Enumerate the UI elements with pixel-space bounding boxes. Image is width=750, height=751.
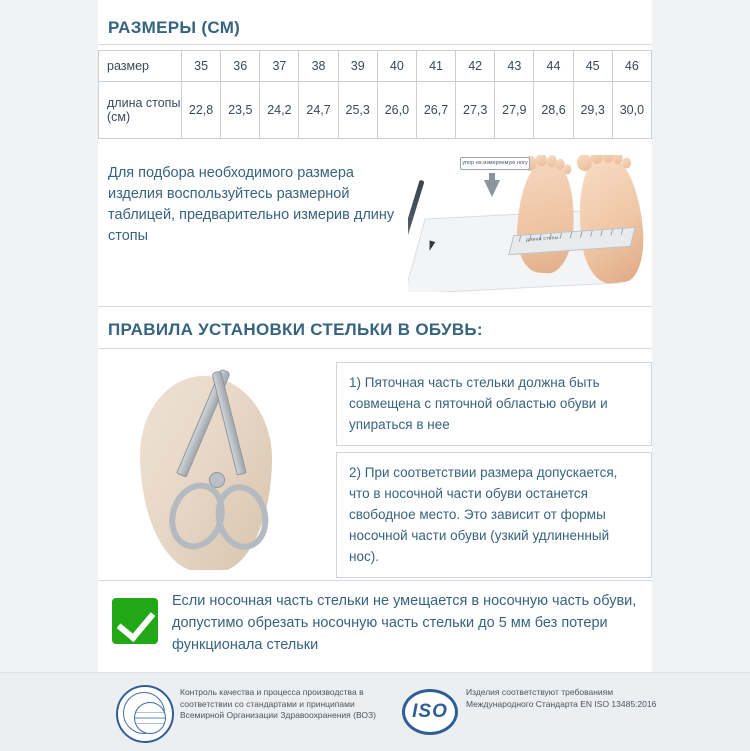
row-label-foot-length: длина стопы (см): [99, 82, 182, 139]
table-cell-length: 24,2: [260, 82, 299, 139]
ruler-label: длина стопы: [525, 234, 559, 244]
trim-note-block: [98, 588, 652, 666]
check-mark-glyph: [117, 602, 156, 642]
table-cell-length: 26,0: [377, 82, 416, 139]
sizes-table-wrapper: [98, 50, 652, 139]
right-gray-rail: [652, 0, 750, 750]
table-cell-size: 39: [338, 51, 377, 82]
who-logo-icon: [116, 685, 174, 743]
table-cell-size: 43: [495, 51, 534, 82]
left-gray-rail: [0, 0, 98, 750]
table-cell-length: 27,9: [495, 82, 534, 139]
table-cell-size: 40: [377, 51, 416, 82]
footer-who-text: Контроль качества и процесса производства в соответствии со стандартами и принципами Всемирной Организации Здравоохранения (ВОЗ): [180, 687, 376, 720]
table-cell-length: 23,5: [221, 82, 260, 139]
insole-scissors-illustration: [112, 360, 332, 570]
rules-section-title: ПРАВИЛА УСТАНОВКИ СТЕЛЬКИ В ОБУВЬ:: [108, 320, 483, 339]
footer-iso-text: Изделия соответствуют требованиям Международного Стандарта EN ISO 13485:2016: [466, 687, 657, 709]
table-cell-size: 37: [260, 51, 299, 82]
foot-measuring-illustration: [408, 155, 652, 292]
table-cell-size: 45: [573, 51, 612, 82]
measuring-instructions-text: Для подбора необходимого размера изделия воспользуйтесь размерной таблицей, предварительно измерив длину стопы: [108, 165, 395, 244]
callout-label: упор на измеряемую ногу: [460, 157, 530, 170]
table-cell-size: 42: [456, 51, 495, 82]
table-cell-size: 36: [221, 51, 260, 82]
trim-note-text: Если носочная часть стельки не умещается в носочную часть обуви, допустимо обрезать носочную часть стельки до 5 мм без потери функционала стельки: [172, 593, 637, 653]
table-row-sizes: [99, 51, 652, 82]
footer-iso-block: [398, 683, 688, 741]
table-cell-length: 27,3: [456, 82, 495, 139]
table-cell-length: 26,7: [416, 82, 455, 139]
rules-title-divider: [98, 348, 652, 349]
iso-logo-icon: ISO: [402, 689, 458, 735]
rule-card-2: 2) При соответствии размера допускается, что в носочной части обуви останется свободное место. Это зависит от формы носочной части обуви (узкий удлиненный нос).: [336, 452, 652, 578]
section-divider: [98, 306, 652, 307]
table-cell-length: 29,3: [573, 82, 612, 139]
table-cell-length: 28,6: [534, 82, 573, 139]
globe-icon: [134, 702, 166, 734]
table-cell-size: 46: [612, 51, 651, 82]
table-cell-length: 25,3: [338, 82, 377, 139]
note-divider: [98, 580, 652, 581]
arrow-down-icon: [484, 180, 500, 197]
table-cell-size: 38: [299, 51, 338, 82]
sizes-table: [98, 50, 652, 139]
footer: [0, 672, 750, 751]
table-cell-length: 30,0: [612, 82, 651, 139]
table-cell-size: 35: [182, 51, 221, 82]
sizes-section-title: РАЗМЕРЫ (СМ): [108, 18, 241, 37]
check-icon: [112, 598, 158, 644]
toe: [622, 157, 632, 169]
installation-rules-block: [98, 356, 652, 572]
table-cell-size: 44: [534, 51, 573, 82]
measuring-instructions-block: [98, 155, 652, 292]
table-row-foot-length: [99, 82, 652, 139]
toe: [536, 155, 548, 167]
sizes-title-divider: [98, 44, 652, 45]
footer-who-block: [112, 683, 392, 741]
table-cell-length: 22,8: [182, 82, 221, 139]
toe: [563, 164, 572, 175]
table-cell-size: 41: [416, 51, 455, 82]
who-logo-inner-ring: [123, 692, 165, 734]
row-label-size: размер: [99, 51, 182, 82]
table-cell-length: 24,7: [299, 82, 338, 139]
rule-card-1: 1) Пяточная часть стельки должна быть совмещена с пяточной областью обуви и упираться в нее: [336, 362, 652, 446]
